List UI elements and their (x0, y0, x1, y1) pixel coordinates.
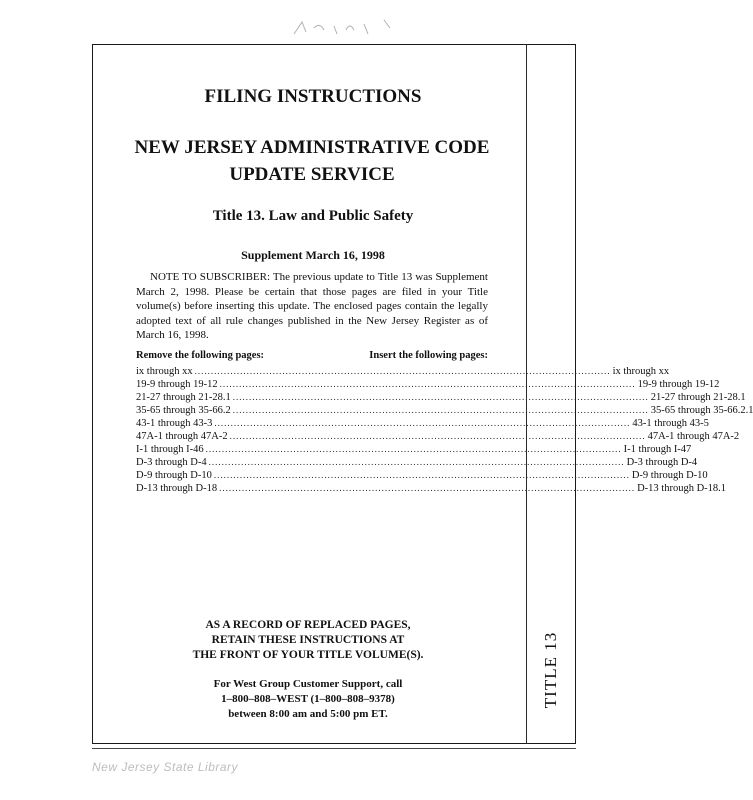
support-hours: between 8:00 am and 5:00 pm ET. (228, 708, 388, 720)
support-phone: 1–800–808–WEST (1–800–808–9378) (221, 693, 395, 705)
table-row: 43-1 through 43-3 ................................................................................................................................ 43-1 through 43-5 (136, 418, 709, 429)
table-row: 47A-1 through 47A-2 ................................................................................................................................ 47A-1 through 47A-2 (136, 431, 740, 442)
remove-column-header: Remove the following pages: (136, 350, 265, 361)
scan-artifact-mark (284, 14, 404, 40)
support-line1: For West Group Customer Support, call (213, 678, 403, 690)
supplement-date: Supplement March 16, 1998 (241, 248, 385, 262)
bottom-rule (92, 748, 576, 749)
code-heading (112, 134, 512, 188)
code-heading-line2: UPDATE SERVICE (229, 164, 395, 185)
table-row: 35-65 through 35-66.2 ................................................................................................................................ 35-65 through 35-66.2.1 (136, 405, 753, 416)
table-row: ix through xx ................................................................................................................................ ix through xx (136, 366, 670, 377)
table-row: D-13 through D-18 ................................................................................................................................ D-13 through D-18.1 (136, 483, 727, 494)
side-tab-label: TITLE 13 (541, 631, 561, 709)
table-row: 19-9 through 19-12 ................................................................................................................................ 19-9 through 19-12 (136, 379, 720, 390)
record-notice-line1: AS A RECORD OF REPLACED PAGES, (205, 619, 411, 631)
page-list (136, 365, 753, 495)
code-heading-line1: NEW JERSEY ADMINISTRATIVE CODE (134, 137, 490, 158)
record-notice-line3: THE FRONT OF YOUR TITLE VOLUME(S). (192, 649, 424, 661)
record-notice (132, 618, 484, 663)
library-stamp: New Jersey State Library (92, 760, 239, 774)
table-row: I-1 through I-46 ................................................................................................................................ I-1 through I-47 (136, 444, 692, 455)
column-headers (136, 350, 488, 361)
record-notice-line2: RETAIN THESE INSTRUCTIONS AT (211, 634, 405, 646)
subscriber-note: NOTE TO SUBSCRIBER: The previous update to Title 13 was Supplement March 2, 1998. Please be certain that those pages are filed in your Title volume(s) before inserting this update. The enclosed pages contain the legally adopted text of all rule changes published in the New Jersey Register as of March 16, 1998. (136, 271, 488, 341)
table-row: D-3 through D-4 ................................................................................................................................ D-3 through D-4 (136, 457, 698, 468)
table-row: D-9 through D-10 ................................................................................................................................ D-9 through D-10 (136, 470, 708, 481)
filing-instructions-heading: FILING INSTRUCTIONS (204, 86, 422, 107)
title-heading: Title 13. Law and Public Safety (212, 208, 414, 224)
side-tab (527, 600, 575, 740)
insert-column-header: Insert the following pages: (369, 350, 488, 361)
customer-support (132, 677, 484, 722)
table-row: 21-27 through 21-28.1 ................................................................................................................................ 21-27 through 21-28.1 (136, 392, 746, 403)
